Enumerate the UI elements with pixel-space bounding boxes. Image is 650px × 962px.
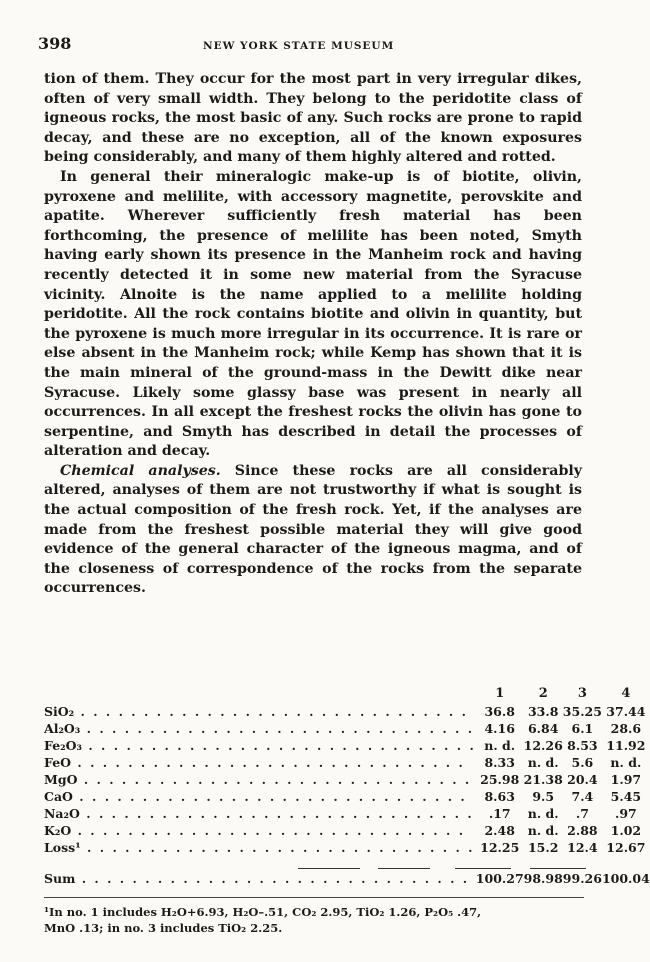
row-label [44,720,476,737]
table-row [44,822,650,839]
value-cell: 6.1 [571,721,594,736]
footnote-line: ¹In no. 1 includes H₂O+6.93, H₂O–.51, CO₂ 2.95, TiO₂ 1.26, P₂O₅ .47, [44,905,482,919]
value-cell: 11.92 [606,738,646,753]
footnote [44,904,589,936]
value-cell: 5.45 [610,789,642,804]
value-cell: 98.98 [523,870,563,886]
sum-rule [530,868,586,869]
leader-dots: . . . . . . . . . . . . . . . . . . . . . . . . . . . . . . . [74,704,468,719]
value-cell: 12.4 [567,840,598,855]
value-cell: 2.88 [567,823,598,838]
sum-rule [455,868,511,869]
column-header: 3 [577,685,587,701]
row-label [44,703,476,720]
row-label [44,805,476,822]
row-label [44,771,476,788]
value-cell: 2.48 [484,823,515,838]
table-row [44,737,650,754]
value-cell: 4.16 [484,721,515,736]
value-cell: n. d. [527,823,559,838]
row-label [44,754,476,771]
leader-dots: . . . . . . . . . . . . . . . . . . . . . . . . . . . . . . . [71,755,465,770]
paragraph-chemical-analyses [44,462,582,599]
leader-dots: . . . . . . . . . . . . . . . . . . . . . . . . . . . . . . . [72,789,467,804]
paragraph-mineralogy: In general their mineralogic make-up is of biotite, olivin, pyroxene and melilite, with accessory magnetite, perovskite and apatite. Wherever sufficiently fresh material has been forthcoming, the presence of melilite has been noted, Smyth having early shown its presence in the Manheim rock and having recently detected it in some new material from the Syracuse vicinity. Alnoite is the name applied to a melilite holding peridotite. All the rock contains biotite and olivin in quantity, but the pyroxene is much more irregular in its occurrence. It is rare or else absent in the Manheim rock; while Kemp has shown that it is the main mineral of the ground-mass in the Dewitt dike near Syracuse. Likely some glassy base was present in nearly all occurrences. In all except the freshest rocks the olivin has gone to serpentine, and Smyth has described in detail the processes of alteration and decay. [44,168,582,460]
value-cell: .7 [575,806,589,821]
paragraph-continuation: tion of them. They occur for the most part in very irregular dikes, often of very small width. They belong to the peridotite class of igneous rocks, the most basic of any. Such rocks are prone to rapid decay, and these are no exception, all of the known exposures being considerably, and many of them highly altered and rotted. [44,71,582,166]
value-cell: .97 [615,806,637,821]
table-row [44,788,650,805]
value-cell: 15.2 [527,840,559,855]
value-cell: 8.63 [484,789,515,804]
leader-dots: . . . . . . . . . . . . . . . . . . . . . . . . . . . . . . . [71,823,466,838]
oxide-label: Sum [44,870,76,886]
page-number: 398 [38,34,72,53]
leader-dots: . . . . . . . . . . . . . . . . . . . . . . . . . . . . . . . [77,772,472,787]
paragraph-chemical-text: Since these rocks are all considerably altered, analyses of them are not trustworthy if what is sought is the actual composition of the fresh rock. Yet, if the analyses are made from the freshest possible material they will give good evidence of the general character of the igneous magma, and of the closeness of correspondence of the rocks from the separate occurrences. [44,462,582,597]
value-cell: n. d. [527,755,559,770]
row-label [44,822,476,839]
oxide-label: MgO [44,772,78,787]
value-cell: 20.4 [567,772,598,787]
value-cell: 12.25 [480,840,520,855]
leader-dots: . . . . . . . . . . . . . . . . . . . . . . . . . . . . . . . [80,840,475,855]
value-cell: 9.5 [532,789,555,804]
value-cell: 1.02 [610,823,642,838]
spacer-row [44,856,650,868]
oxide-label: Al₂O₃ [44,721,81,736]
table-row [44,805,650,822]
value-cell: 21.38 [523,772,563,787]
column-header: 2 [538,685,548,701]
table-row [44,839,650,856]
leader-dots: . . . . . . . . . . . . . . . . . . . . . . . . . . . . . . . [80,721,475,736]
oxide-label: SiO₂ [44,704,75,719]
table-row [44,771,650,788]
column-header: 1 [495,685,505,701]
oxide-label: Na₂O [44,806,80,821]
body-text [44,70,582,599]
leader-dots: . . . . . . . . . . . . . . . . . . . . . . . . . . . . . . . [79,806,474,821]
row-label [44,737,476,754]
section-lead: Chemical analyses. [60,462,221,479]
value-cell: 8.53 [567,738,598,753]
table-header-row [44,683,650,703]
value-cell: 12.67 [606,840,646,855]
footnote-divider [44,897,584,898]
sum-rule [298,868,360,869]
oxide-label: Loss¹ [44,840,81,855]
oxide-label: K₂O [44,823,72,838]
oxide-label: CaO [44,789,73,804]
value-cell: 99.26 [562,870,602,886]
oxide-label: Fe₂O₃ [44,738,82,753]
value-cell: 35.25 [562,704,602,719]
sum-rule [378,868,430,869]
value-cell: n. d. [610,755,642,770]
value-cell: 28.6 [610,721,642,736]
leader-dots: . . . . . . . . . . . . . . . . . . . . . . . . . . . . . . . [75,870,470,886]
table-body [44,703,650,888]
table-row [44,703,650,720]
table-corner [44,683,476,703]
sum-row [44,868,650,888]
value-cell: 12.26 [523,738,563,753]
row-label [44,839,476,856]
value-cell: n. d. [484,738,516,753]
row-label [44,788,476,805]
value-cell: 1.97 [610,772,642,787]
table-row [44,720,650,737]
value-cell: .17 [488,806,511,821]
column-header: 4 [621,685,631,701]
value-cell: 36.8 [484,704,515,719]
row-label [44,868,476,888]
table-row [44,754,650,771]
value-cell: n. d. [527,806,559,821]
analyses-table [44,683,650,888]
page-header [38,34,591,54]
value-cell: 8.33 [484,755,515,770]
value-cell: 37.44 [606,704,646,719]
value-cell: 6.84 [527,721,559,736]
oxide-label: FeO [44,755,72,770]
value-cell: 7.4 [571,789,594,804]
running-head: NEW YORK STATE MUSEUM [203,40,395,52]
value-cell: 100.04 [601,870,650,886]
value-cell: 25.98 [480,772,520,787]
footnote-line: MnO .13; in no. 3 includes TiO₂ 2.25. [44,921,283,935]
value-cell: 33.8 [527,704,559,719]
leader-dots: . . . . . . . . . . . . . . . . . . . . . . . . . . . . . . . [81,738,476,753]
value-cell: 5.6 [571,755,594,770]
value-cell: 100.27 [475,870,524,886]
